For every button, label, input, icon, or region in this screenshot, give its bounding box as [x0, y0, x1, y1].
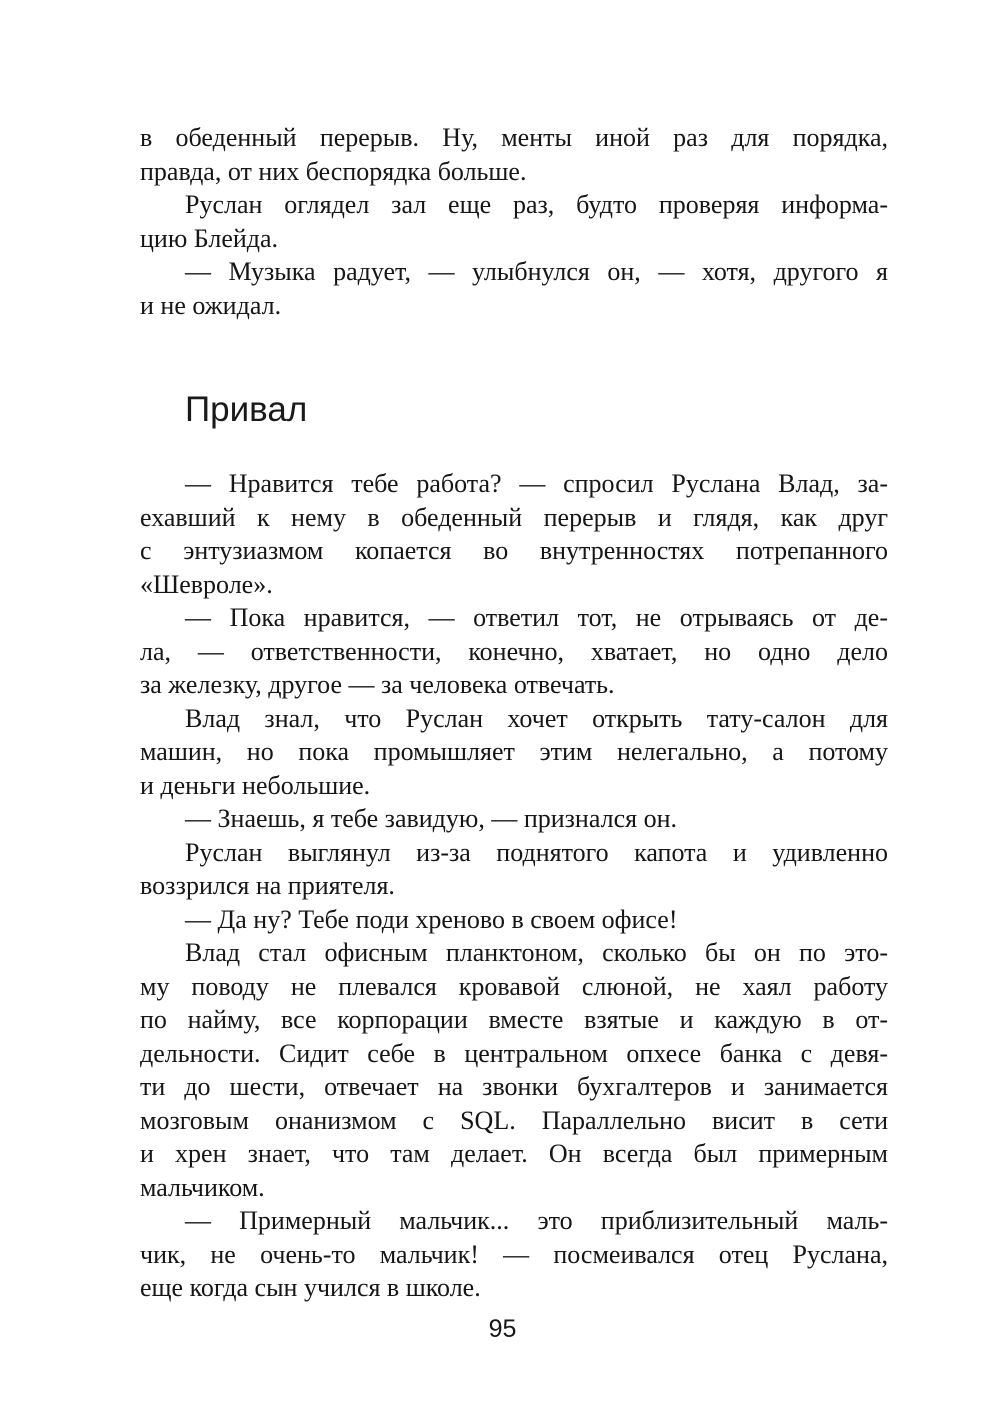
text-line: «Шевроле». [140, 569, 273, 599]
paragraph [140, 903, 888, 937]
text-line: ехавший к нему в обеденный перерыв и глядя, как друг [140, 502, 888, 532]
text-line: Руслан выглянул из-за поднятого капота и удивленно [185, 837, 888, 867]
paragraph [140, 1204, 888, 1305]
text-line: правда, от них беспорядка больше. [140, 156, 527, 186]
paragraph [140, 601, 888, 702]
text-line: — Примерный мальчик... это приблизительный маль- [185, 1206, 888, 1235]
text-line: еще когда сын учился в школе. [140, 1273, 481, 1302]
text-line: воззрился на приятеля. [140, 871, 395, 900]
text-line: Влад стал офисным планктоном, сколько бы он по это- [185, 938, 888, 967]
text-line: с энтузиазмом копается во внутренностях потрепанного [140, 536, 888, 565]
page-number: 95 [488, 1315, 517, 1343]
paragraph [140, 836, 888, 903]
text-line: Влад знал, что Руслан хочет открыть тату-салон для [185, 703, 888, 733]
text-line: и не ожидал. [140, 290, 282, 320]
paragraph [140, 121, 888, 188]
text-line: — Да ну? Тебе поди хреново в своем офисе! [185, 904, 678, 934]
text-line: — Знаешь, я тебе завидую, — признался он. [185, 804, 678, 833]
text-line: и хрен знает, что там делает. Он всегда был примерным [140, 1139, 888, 1168]
paragraph [140, 255, 888, 322]
paragraph [140, 936, 888, 1204]
paragraph [140, 467, 888, 601]
text-line: дельности. Сидит себе в центральном опхесе банка с девя- [140, 1038, 888, 1068]
text-line: — Музыка радует, — улыбнулся он, — хотя, другого я [185, 257, 888, 286]
text-line: — Пока нравится, — ответил тот, не отрываясь от де- [185, 603, 888, 632]
text-line: машин, но пока промышляет этим нелегально, а потому [140, 737, 888, 766]
page-content [140, 121, 888, 1305]
text-line: и деньги небольшие. [140, 770, 371, 800]
chapter-title: Привал [185, 390, 308, 429]
continuation-text-section [140, 121, 888, 322]
text-line: чик, не очень-то мальчик! — посмеивался отец Руслана, [140, 1239, 888, 1269]
text-line: му поводу не плевался кровавой слюной, не хаял работу [140, 971, 888, 1001]
text-line: — Нравится тебе работа? — спросил Руслана Влад, за- [185, 469, 888, 498]
paragraph [140, 802, 888, 836]
text-line: за железку, другое — за человека отвечать. [140, 670, 615, 699]
paragraph [140, 188, 888, 255]
text-line: мальчиком. [140, 1172, 265, 1202]
text-line: ла, — ответственности, конечно, хватает, но одно дело [140, 636, 888, 666]
chapter-text-section [140, 467, 888, 1305]
text-line: цию Блейда. [140, 223, 279, 253]
text-line: мозговым онанизмом с SQL. Параллельно висит в сети [140, 1105, 888, 1135]
text-line: в обеденный перерыв. Ну, менты иной раз для порядка, [140, 123, 888, 152]
text-line: по найму, все корпорации вместе взятые и каждую в от- [140, 1005, 888, 1034]
text-line: ти до шести, отвечает на звонки бухгалтеров и занимается [140, 1072, 888, 1101]
paragraph [140, 702, 888, 803]
text-line: Руслан оглядел зал еще раз, будто проверяя информа- [185, 190, 888, 219]
